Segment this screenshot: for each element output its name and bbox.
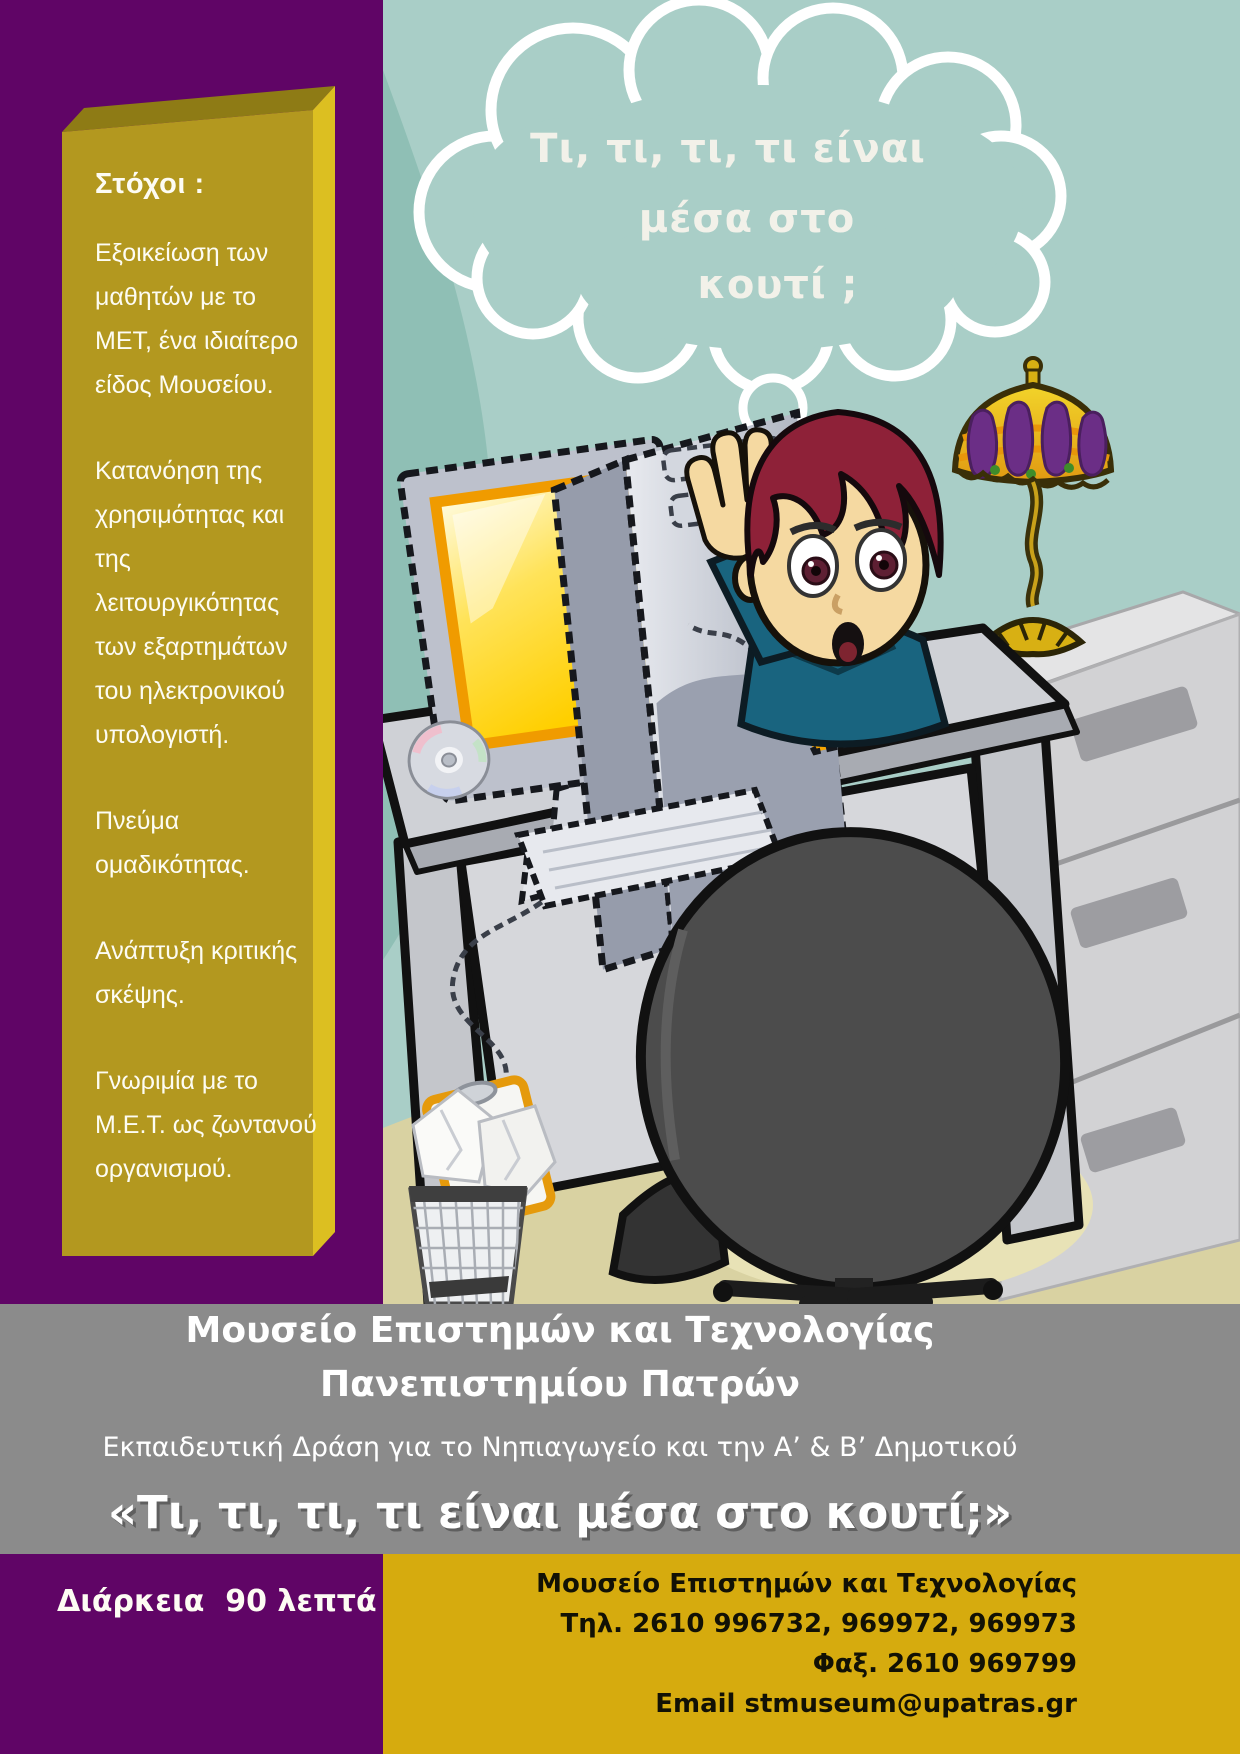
bubble-line-2: μέσα στο (638, 196, 856, 242)
left-purple-column (0, 0, 383, 1304)
banner-subtitle: Εκπαιδευτική Δράση για το Νηπιαγωγείο και την Α’ & Β’ Δημοτικού (102, 1432, 1018, 1463)
objectives-title: Στόχοι : (95, 168, 205, 200)
contact-name: Μουσείο Επιστημών και Τεχνολογίας (536, 1569, 1077, 1599)
illustration-scene (383, 0, 1240, 1304)
objective-item: Ανάπτυξη κριτικής σκέψης. (95, 937, 298, 1009)
duration-label: Διάρκεια 90 λεπτά (57, 1584, 377, 1619)
objective-item: Εξοικείωση των μαθητών με το ΜΕΤ, ένα ιδιαίτερο είδος Μουσείου. (95, 239, 299, 399)
event-headline: «Τι, τι, τι, τι είναι μέσα στο κουτί;» (107, 1486, 1013, 1539)
footer-gold-block (383, 1554, 1240, 1754)
banner-title-line2: Πανεπιστημίου Πατρών (319, 1364, 801, 1405)
bubble-line-1: Τι, τι, τι, τι είναι (530, 126, 926, 172)
contact-email: Email stmuseum@upatras.gr (655, 1689, 1077, 1719)
objectives-panel (95, 168, 317, 1233)
objective-item: Γνωριμία με το Μ.Ε.Τ. ως ζωντανού οργανισμού. (95, 1067, 317, 1183)
objective-item: Πνεύμα ομαδικότητας. (95, 807, 250, 879)
objective-item: Κατανόηση της χρησιμότητας και της λειτουργικότητας των εξαρτημάτων του ηλεκτρονικού υπολογιστή. (95, 457, 288, 749)
footer-purple-block (0, 1554, 383, 1754)
title-banner (0, 1304, 1240, 1554)
contact-phone: Τηλ. 2610 996732, 969972, 969973 (560, 1609, 1077, 1639)
contact-fax: Φαξ. 2610 969799 (812, 1649, 1077, 1679)
bubble-line-3: κουτί ; (697, 262, 859, 308)
contact-block (536, 1564, 1077, 1724)
banner-title-line1: Μουσείο Επιστημών και Τεχνολογίας (185, 1310, 935, 1351)
